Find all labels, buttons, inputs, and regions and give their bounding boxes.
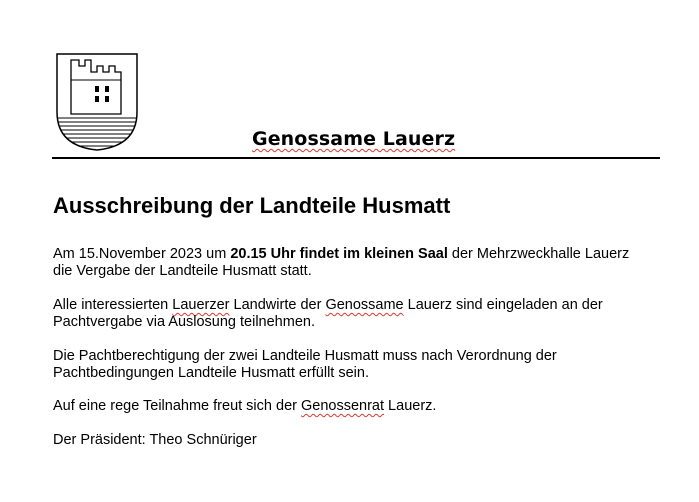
paragraph-eligibility: Die Pachtberechtigung der zwei Landteile Husmatt muss nach Verordnung der Pachtbedingungen Landteile Husmatt erfüllt sein.	[53, 348, 557, 381]
coat-of-arms-icon	[53, 52, 141, 152]
organization-name: Genossame Lauerz	[252, 128, 456, 150]
paragraph-closing: Auf eine rege Teilnahme freut sich der Genossenrat Lauerz.	[53, 398, 437, 414]
signature-line: Der Präsident: Theo Schnüriger	[53, 432, 257, 448]
paragraph-date: Am 15.November 2023 um 20.15 Uhr findet im kleinen Saal der Mehrzweckhalle Lauerz die Vergabe der Landteile Husmatt statt.	[53, 246, 630, 279]
header-divider	[52, 157, 660, 159]
document-title: Ausschreibung der Landteile Husmatt	[53, 193, 451, 218]
paragraph-invitation: Alle interessierten Lauerzer Landwirte der Genossame Lauerz sind eingeladen an der Pachtvergabe via Auslosung teilnehmen.	[53, 297, 603, 330]
